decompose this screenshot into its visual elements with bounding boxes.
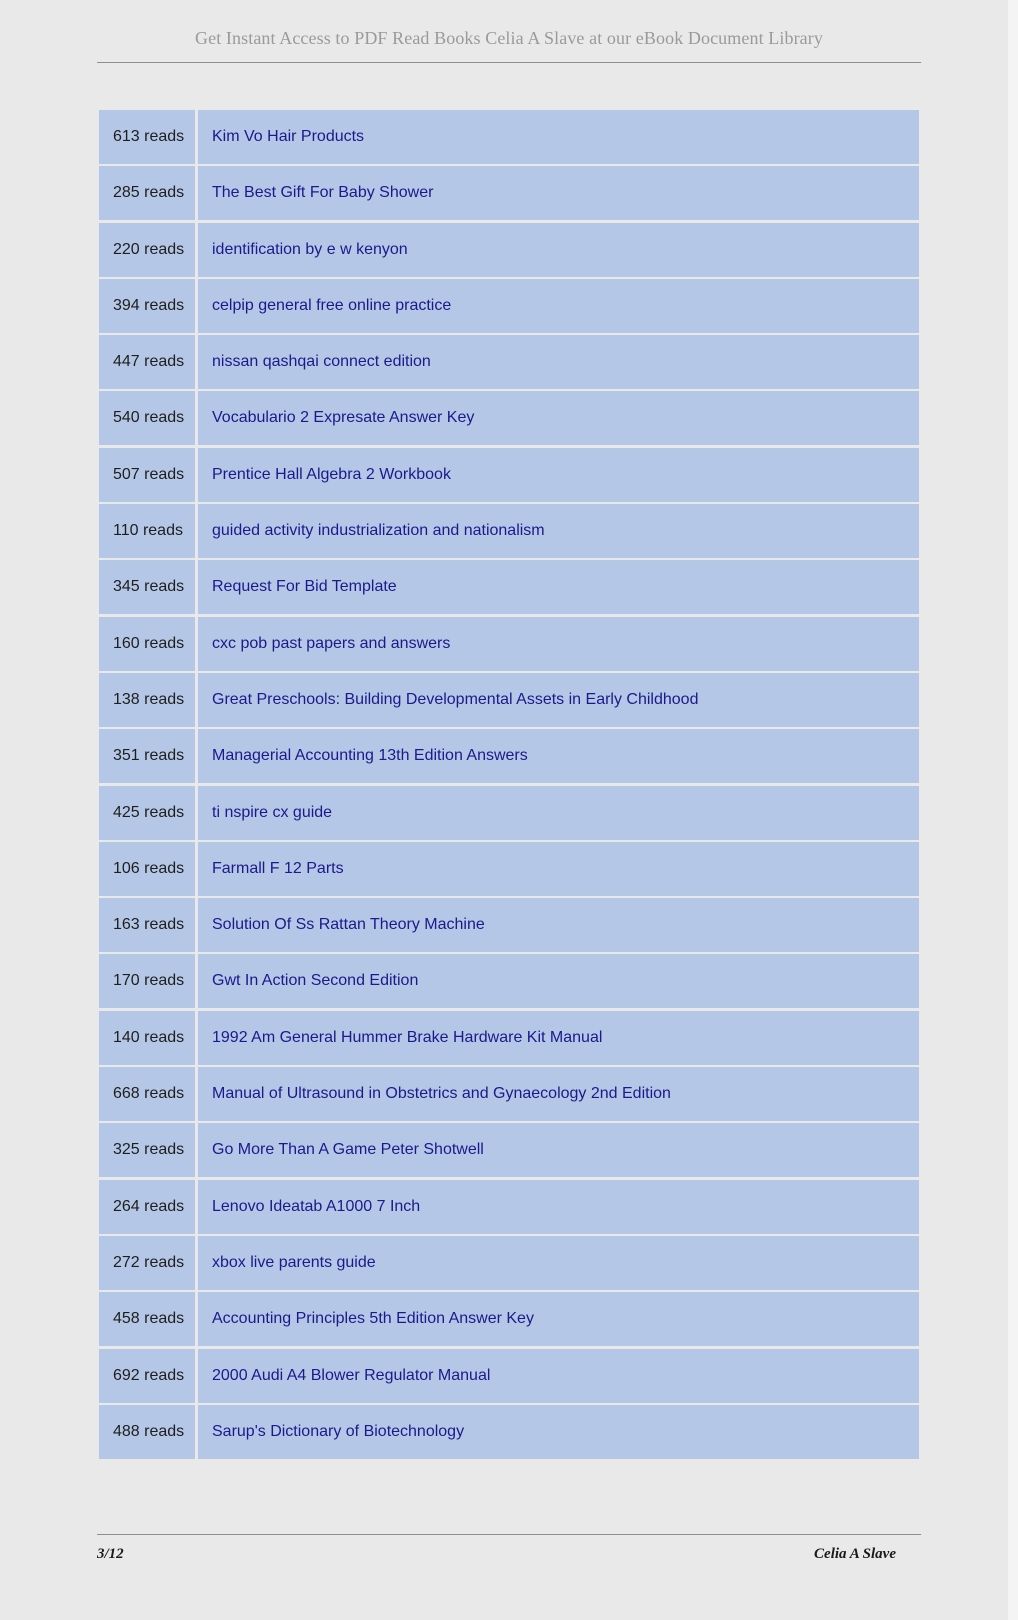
- read-count: 272 reads: [99, 1236, 195, 1290]
- table-row: [99, 842, 919, 896]
- table-row: [99, 335, 919, 389]
- table-row: [99, 1349, 919, 1403]
- book-title-link[interactable]: Lenovo Ideatab A1000 7 Inch: [198, 1180, 919, 1234]
- footer-author: Celia A Slave: [814, 1546, 896, 1562]
- book-title-link[interactable]: cxc pob past papers and answers: [198, 617, 919, 671]
- table-row: [99, 448, 919, 502]
- read-count: 170 reads: [99, 954, 195, 1008]
- book-title-link[interactable]: ti nspire cx guide: [198, 786, 919, 840]
- read-count: 668 reads: [99, 1067, 195, 1121]
- page-header-title: Get Instant Access to PDF Read Books Celia A Slave at our eBook Document Library: [195, 28, 823, 48]
- table-row: [99, 729, 919, 783]
- book-title-link[interactable]: Vocabulario 2 Expresate Answer Key: [198, 391, 919, 445]
- table-row: [99, 786, 919, 840]
- table-row: [99, 223, 919, 277]
- book-title-link[interactable]: Managerial Accounting 13th Edition Answers: [198, 729, 919, 783]
- table-row: [99, 1405, 919, 1459]
- table-row: [99, 898, 919, 952]
- book-title-link[interactable]: Sarup's Dictionary of Biotechnology: [198, 1405, 919, 1459]
- book-title-link[interactable]: Manual of Ultrasound in Obstetrics and Gynaecology 2nd Edition: [198, 1067, 919, 1121]
- read-count: 540 reads: [99, 391, 195, 445]
- table-row: [99, 166, 919, 220]
- book-title-link[interactable]: Solution Of Ss Rattan Theory Machine: [198, 898, 919, 952]
- read-count: 138 reads: [99, 673, 195, 727]
- book-title-link[interactable]: Accounting Principles 5th Edition Answer Key: [198, 1292, 919, 1346]
- footer-divider: [97, 1534, 921, 1535]
- table-row: [99, 391, 919, 445]
- book-title-link[interactable]: Prentice Hall Algebra 2 Workbook: [198, 448, 919, 502]
- page-edge: [1008, 0, 1018, 1620]
- table-row: [99, 279, 919, 333]
- read-count: 345 reads: [99, 560, 195, 614]
- table-row: [99, 617, 919, 671]
- book-title-link[interactable]: Gwt In Action Second Edition: [198, 954, 919, 1008]
- table-row: [99, 560, 919, 614]
- book-title-link[interactable]: xbox live parents guide: [198, 1236, 919, 1290]
- read-count: 325 reads: [99, 1123, 195, 1177]
- book-title-link[interactable]: 1992 Am General Hummer Brake Hardware Kit Manual: [198, 1011, 919, 1065]
- book-title-link[interactable]: Kim Vo Hair Products: [198, 110, 919, 164]
- book-title-link[interactable]: identification by e w kenyon: [198, 223, 919, 277]
- read-count: 488 reads: [99, 1405, 195, 1459]
- table-row: [99, 673, 919, 727]
- table-row: [99, 1180, 919, 1234]
- book-list-table: [99, 110, 919, 1461]
- table-row: [99, 1123, 919, 1177]
- read-count: 220 reads: [99, 223, 195, 277]
- book-title-link[interactable]: 2000 Audi A4 Blower Regulator Manual: [198, 1349, 919, 1403]
- book-title-link[interactable]: Request For Bid Template: [198, 560, 919, 614]
- read-count: 110 reads: [99, 504, 195, 558]
- table-row: [99, 1236, 919, 1290]
- read-count: 507 reads: [99, 448, 195, 502]
- read-count: 163 reads: [99, 898, 195, 952]
- read-count: 264 reads: [99, 1180, 195, 1234]
- book-title-link[interactable]: nissan qashqai connect edition: [198, 335, 919, 389]
- header-divider: [97, 62, 921, 63]
- table-row: [99, 1292, 919, 1346]
- book-title-link[interactable]: guided activity industrialization and nationalism: [198, 504, 919, 558]
- table-row: [99, 1067, 919, 1121]
- table-row: [99, 110, 919, 164]
- read-count: 447 reads: [99, 335, 195, 389]
- read-count: 394 reads: [99, 279, 195, 333]
- book-title-link[interactable]: celpip general free online practice: [198, 279, 919, 333]
- book-title-link[interactable]: The Best Gift For Baby Shower: [198, 166, 919, 220]
- book-title-link[interactable]: Go More Than A Game Peter Shotwell: [198, 1123, 919, 1177]
- table-row: [99, 504, 919, 558]
- read-count: 140 reads: [99, 1011, 195, 1065]
- page-number: 3/12: [97, 1546, 124, 1562]
- book-title-link[interactable]: Farmall F 12 Parts: [198, 842, 919, 896]
- read-count: 160 reads: [99, 617, 195, 671]
- read-count: 351 reads: [99, 729, 195, 783]
- read-count: 692 reads: [99, 1349, 195, 1403]
- read-count: 285 reads: [99, 166, 195, 220]
- read-count: 458 reads: [99, 1292, 195, 1346]
- book-title-link[interactable]: Great Preschools: Building Developmental Assets in Early Childhood: [198, 673, 919, 727]
- read-count: 425 reads: [99, 786, 195, 840]
- read-count: 613 reads: [99, 110, 195, 164]
- table-row: [99, 954, 919, 1008]
- read-count: 106 reads: [99, 842, 195, 896]
- table-row: [99, 1011, 919, 1065]
